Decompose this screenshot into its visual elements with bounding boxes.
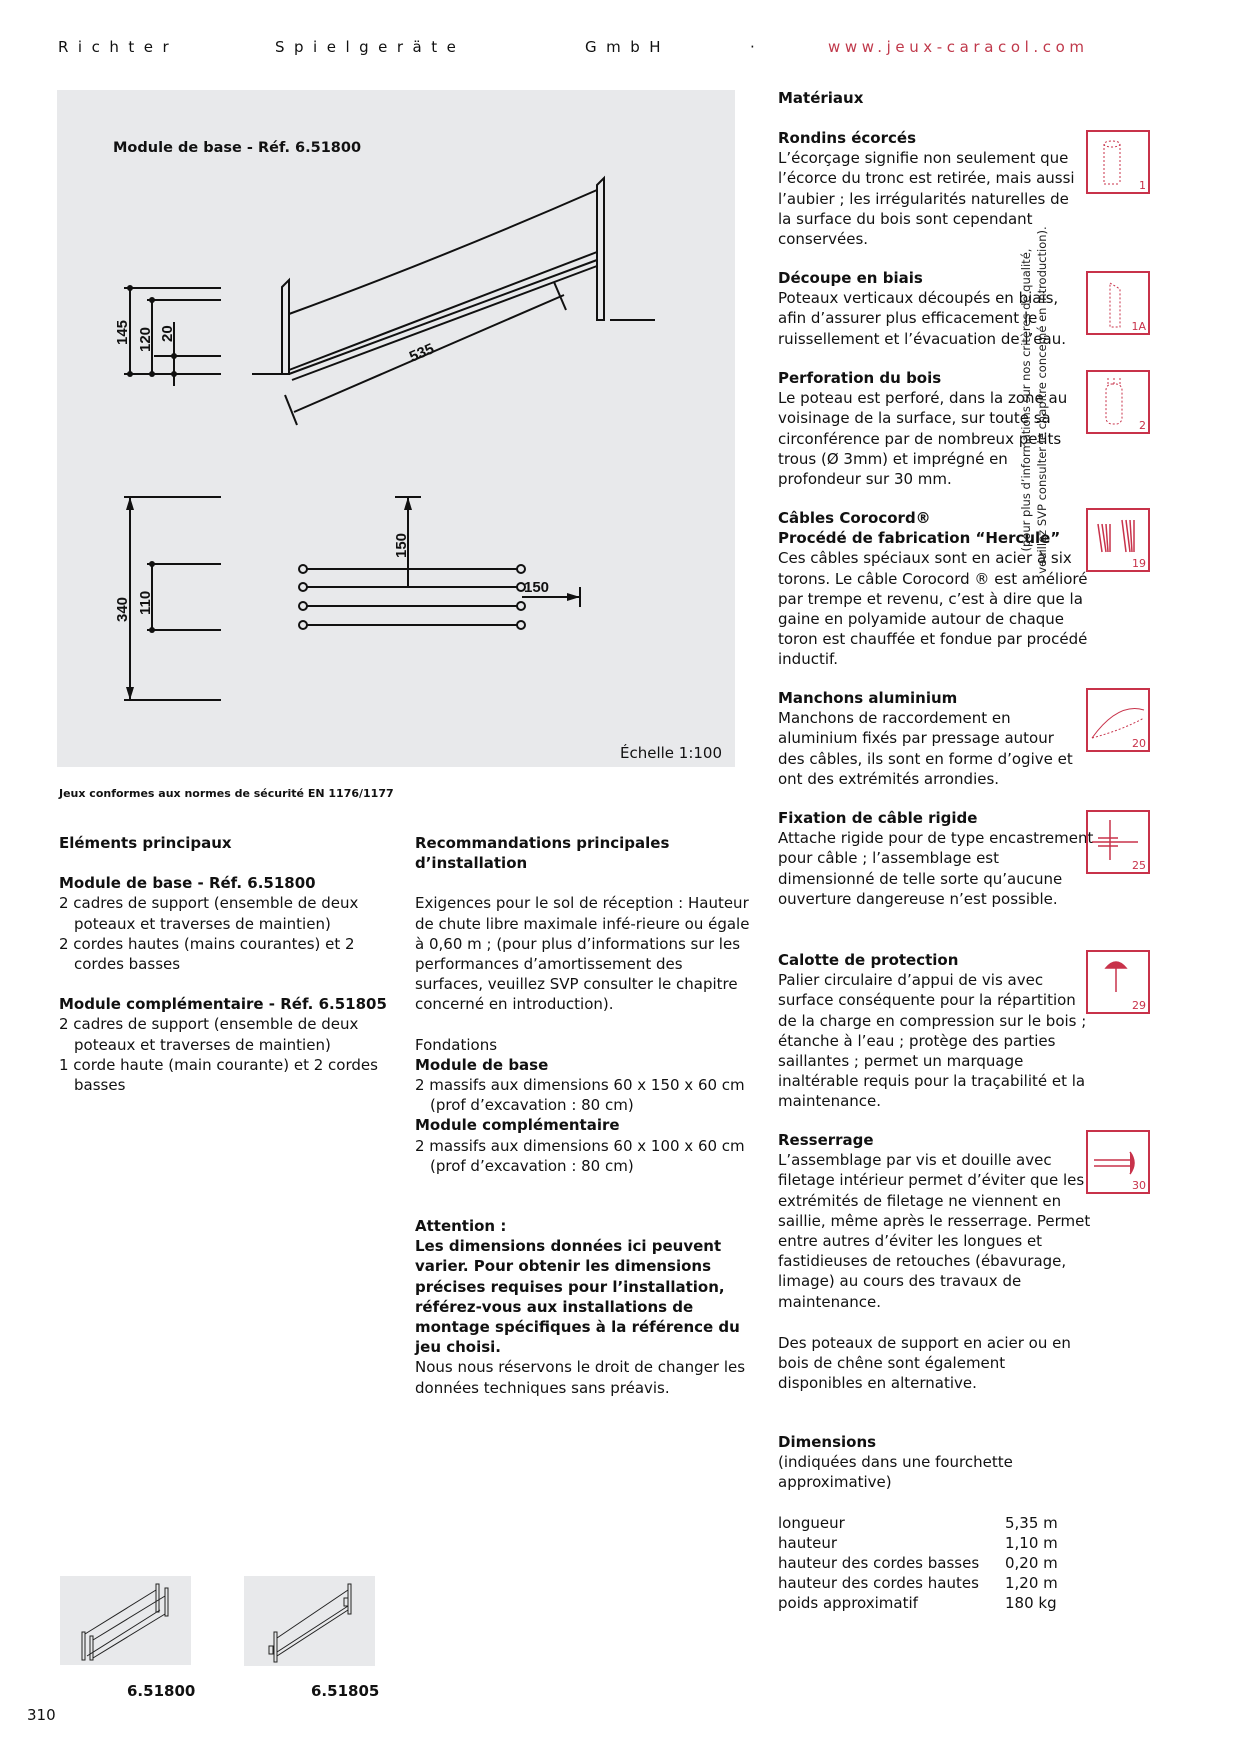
- material-item: [778, 950, 1098, 1112]
- dimension-row: longueur 5,35 m: [778, 1513, 1058, 1532]
- quality-side-note: (pour plus d’informations sur nos critères de qualité, veuillez SVP consulter le chapitre concerné en introduction).: [1019, 226, 1049, 574]
- foundations-label: Fondations: [415, 1035, 498, 1054]
- dim-145: 145: [114, 319, 131, 345]
- rigid-cable-fixing-icon: [1086, 810, 1150, 874]
- material-text: Manchons de raccordement en aluminium fixés par pressage autour des câbles, ils sont en forme d’ogive et ont des extrémités arrondies.: [778, 709, 1073, 788]
- log-icon: [1086, 130, 1150, 194]
- cable-strands-icon: [1086, 508, 1150, 572]
- dimensions-section: [778, 1432, 1078, 1614]
- header-url-link[interactable]: www.jeux-caracol.com: [828, 38, 1089, 56]
- material-text: Attache rigide pour de type encastrement pour câble ; l’assemblage est dimensionné de telle sorte qu’aucune ouverture dangereuse n’est possible.: [778, 829, 1094, 908]
- material-title: Découpe en biais: [778, 269, 923, 287]
- material-title: Fixation de câble rigide: [778, 809, 978, 827]
- dim-120: 120: [137, 326, 154, 352]
- perforated-post-icon: [1086, 370, 1150, 434]
- foundation-complementary-title: Module complémentaire: [415, 1116, 620, 1135]
- icon-number: 19: [1132, 557, 1146, 570]
- icon-number: 30: [1132, 1179, 1146, 1192]
- recommendations-heading: Recommandations principales d’installation: [415, 834, 670, 873]
- material-subtitle: Procédé de fabrication “Hercule”: [778, 529, 1061, 548]
- icon-number: 29: [1132, 999, 1146, 1012]
- technical-drawing: [57, 90, 735, 767]
- header-company-word-2: Spielgeräte: [275, 38, 466, 56]
- header-separator: ·: [750, 38, 765, 56]
- material-text: Ces câbles spéciaux sont en acier à six torons. Le câble Corocord ® est amélioré par trempe et revenu, c’est à dire que la gaine en polyamide autour de chaque toron est chauffée et fondue par procédé inductif.: [778, 549, 1088, 669]
- fence-thumbnail-icon: [60, 1576, 191, 1665]
- icon-number: 20: [1132, 737, 1146, 750]
- material-text: Poteaux verticaux découpés en biais, afin d’assurer plus efficacement le ruissellement et l’évacuation de l’eau.: [778, 289, 1066, 348]
- attention-label: Attention :: [415, 1217, 507, 1236]
- protective-cap-icon: [1086, 950, 1150, 1014]
- material-item: [778, 508, 1098, 670]
- header-company-word-1: Richter: [58, 38, 179, 56]
- material-title: Manchons aluminium: [778, 689, 958, 707]
- drawing-title: Module de base - Réf. 6.51800: [113, 140, 362, 156]
- elements-section: [59, 833, 399, 1095]
- aluminium-sleeve-icon: [1086, 688, 1150, 752]
- elements-heading: Eléments principaux: [59, 834, 232, 852]
- icon-number: 1: [1139, 179, 1146, 192]
- fence-thumbnail-icon: [244, 1576, 375, 1666]
- attention-note: Nous nous réservons le droit de changer les données techniques sans préavis.: [415, 1358, 746, 1397]
- materials-heading: Matériaux: [778, 89, 864, 107]
- material-item: [778, 1130, 1098, 1312]
- foundation-base-title: Module de base: [415, 1055, 549, 1074]
- dim-150-top: 150: [393, 532, 410, 558]
- slanted-post-icon: [1086, 271, 1150, 335]
- material-text: Le poteau est perforé, dans la zone au voisinage de la surface, sur toute sa circonférence par de nombreux petits trous (Ø 3mm) et imprégné en profondeur sur 30 mm.: [778, 389, 1068, 489]
- material-text: Palier circulaire d’appui de vis avec surface conséquente pour la répartition de la charge en compression sur le bois ; étanche à l’eau ; protège des parties saillantes ; permet un marquage inaltérable requis pour la traçabilité et la maintenance.: [778, 971, 1087, 1111]
- dimension-row: hauteur des cordes hautes 1,20 m: [778, 1574, 1058, 1593]
- attention-text: Les dimensions données ici peuvent varier. Pour obtenir les dimensions précises requises pour l’installation, référez-vous aux installations de montage spécifiques à la référence du jeu choisi.: [415, 1237, 740, 1357]
- safety-norm-note: Jeux conformes aux normes de sécurité EN 1176/1177: [59, 787, 394, 800]
- material-item: [778, 688, 1078, 789]
- dim-340: 340: [114, 596, 131, 622]
- foundation-complementary-text: 2 massifs aux dimensions 60 x 100 x 60 cm (prof d’excavation : 80 cm): [415, 1136, 745, 1175]
- icon-number: 1A: [1131, 320, 1146, 333]
- icon-number: 2: [1139, 419, 1146, 432]
- foundation-base-text: 2 massifs aux dimensions 60 x 150 x 60 cm (prof d’excavation : 80 cm): [415, 1076, 745, 1115]
- alternative-note: Des poteaux de support en acier ou en bois de chêne sont également disponibles en alternative.: [778, 1334, 1071, 1393]
- recommendations-section: [415, 833, 750, 1398]
- material-title: Rondins écorcés: [778, 129, 917, 147]
- dimension-row: hauteur 1,10 m: [778, 1533, 1058, 1552]
- module-complementary-item: 2 cadres de support (ensemble de deux poteaux et traverses de maintien): [59, 1015, 359, 1054]
- header-company-word-3: GmbH: [585, 38, 671, 56]
- material-title: Perforation du bois: [778, 369, 942, 387]
- dim-535: 535: [406, 340, 437, 366]
- material-text: L’assemblage par vis et douille avec filetage intérieur permet d’éviter que les extrémités de filetage ne viennent en saillie, même après le resserrage. Permet entre autres d’éviter les longues et fastidieuses de retouches (ébavurage, limage) au cours des travaux de maintenance.: [778, 1151, 1091, 1311]
- thumbnail-label: 6.51800: [127, 1682, 196, 1700]
- thumbnail-6-51800[interactable]: [60, 1576, 191, 1665]
- module-complementary-item: 1 corde haute (main courante) et 2 cordes basses: [59, 1055, 378, 1095]
- dimensions-heading: Dimensions: [778, 1433, 877, 1451]
- page-number: 310: [27, 1706, 56, 1724]
- module-base-title: Module de base - Réf. 6.51800: [59, 874, 316, 893]
- thumbnail-6-51805[interactable]: [244, 1576, 375, 1666]
- material-text: L’écorçage signifie non seulement que l’écorce du tronc est retirée, mais aussi l’aubier ; les irrégularités naturelles de la surface du bois sont cependant conservées.: [778, 149, 1075, 249]
- dimensions-subheading: (indiquées dans une fourchette approximative): [778, 1453, 1013, 1492]
- icon-number: 25: [1132, 859, 1146, 872]
- material-title: Câbles Corocord®: [778, 509, 931, 527]
- thumbnail-label: 6.51805: [311, 1682, 380, 1700]
- module-complementary-title: Module complémentaire - Réf. 6.51805: [59, 995, 387, 1014]
- dim-150-side: 150: [524, 579, 550, 596]
- module-base-item: 2 cordes hautes (mains courantes) et 2 cordes basses: [59, 934, 355, 974]
- soil-requirements: Exigences pour le sol de réception : Hauteur de chute libre maximale infé-rieure ou égale à 0,60 m ; (pour plus d’informations sur les performances d’amortissement des surfaces, veuillez SVP consulter le chapitre concerné en introduction).: [415, 894, 750, 1014]
- tightening-screw-icon: [1086, 1130, 1150, 1194]
- module-base-item: 2 cadres de support (ensemble de deux poteaux et traverses de maintien): [59, 894, 359, 933]
- material-item: [778, 808, 1098, 909]
- dim-110: 110: [137, 590, 154, 615]
- dimension-row: hauteur des cordes basses 0,20 m: [778, 1554, 1058, 1573]
- material-title: Resserrage: [778, 1131, 874, 1149]
- drawing-scale: Échelle 1:100: [620, 744, 723, 762]
- dim-20: 20: [159, 325, 176, 342]
- material-title: Calotte de protection: [778, 951, 959, 969]
- dimension-row: poids approximatif 180 kg: [778, 1594, 1057, 1613]
